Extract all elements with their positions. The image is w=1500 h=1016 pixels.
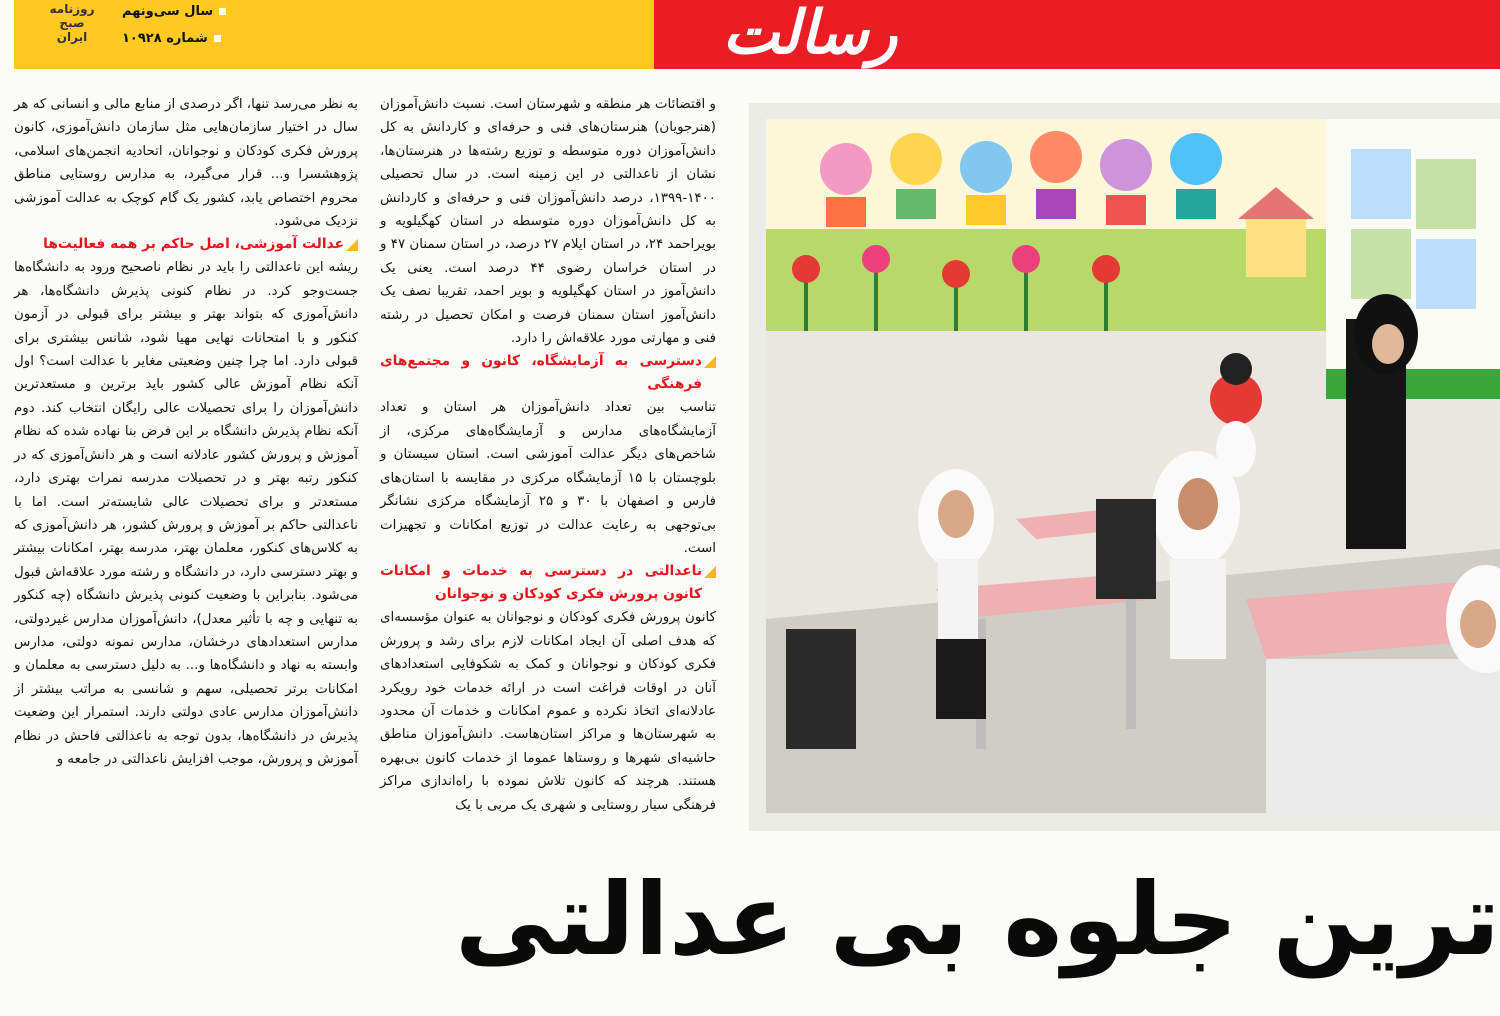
subheading <box>380 560 716 606</box>
bullet-icon <box>219 8 226 15</box>
triangle-marker-icon <box>346 239 358 251</box>
paragraph: به نظر می‌رسد تنها، اگر درصدی از منابع مالی و انسانی که هر سال در اختیار سازمان‌هایی مثل سازمان دانش‌آموزی، کانون پرورش فکری کودکان و نوجوانان، اتحادیه انجمن‌های اسلامی، پژوهشسرا و... قرار می‌گیرد، به مدارس روستایی مناطق محروم اختصاص یابد، کشور یک گام کوچک به عدالت آموزشی نزدیک می‌شود. <box>14 97 358 230</box>
daily-logo-line: ایران <box>56 30 88 44</box>
bullet-icon <box>214 35 221 42</box>
classroom-photo <box>766 119 1500 813</box>
issue-label: شماره ۱۰۹۲۸ <box>122 31 208 46</box>
subheading-text: دسترسی به آزمایشگاه، کانون و مجتمع‌های فرهنگی <box>380 353 702 393</box>
daily-logo <box>38 2 106 44</box>
subheading <box>14 233 358 256</box>
paragraph: ریشه این ناعدالتی را باید در نظام ناصحیح ورود به دانشگاه‌ها جست‌وجو کرد. در نظام کنونی پذیرش دانشگاه‌ها، هر دانش‌آموزی که بتواند بهتر و بیشتر برای قبولی در آزمون کنکور و با امتحانات نهایی مهیا شود، شانس بیشتری برای قبولی دارد. اما چرا چنین وضعیتی مغایر با عدالت است؟ اول آنکه نظام آموزش عالی کشور باید برترین و مستعدترین دانش‌آموزان را برای تحصیلات عالی رایگان انتخاب کند. دوم آنکه نظام پذیرش دانشگاه بر این فرض بنا نهاده شده که نظام آموزش و پرورش کشور عادلانه است و هر دانش‌آموزی که در کنکور رتبه بهتر و در تحصیلات مدرسه نمرات بهتری دارد، مستعدتر و برای تحصیلات عالی شایسته‌تر است. اما با ناعدالتی حاکم بر آموزش و پرورش کشور، هر دانش‌آموزی که به کلاس‌های کنکور، معلمان بهتر، مدرسه بهتر، امکانات بیشتر و بهتر دسترسی دارد، در دانشگاه و رشته مورد علاقه‌اش قبول می‌شود. بنابراین با وضعیت کنونی پذیرش دانشگاه (چه کنکور به تنهایی و چه با تأثیر معدل)، دانش‌آموزان مدارس غیردولتی، مدارس استعدادهای درخشان، مدارس نمونه دولتی، مدارس وابسته به نهاد و دانشگاه‌ها و... به دلیل دسترسی به معلمان و امکانات برتر تحصیلی، سهم و شانسی به مراتب بیشتر از دانش‌آموزان مدارس عادی دولتی دارند. استمرار این وضعیت پذیرش در دانشگاه‌ها، بدون توجه به ناعدالتی فاحش در نظام آموزش و پرورش، موجب افزایش ناعدالتی در جامعه و <box>14 260 358 767</box>
triangle-marker-icon <box>704 566 716 578</box>
issue-label-row <box>122 31 221 46</box>
paragraph: و اقتضائات هر منطقه و شهرستان است. نسبت دانش‌آموزان (هنرجویان) هنرستان‌های فنی و حرفه‌ای و کاردانش به کل دانش‌آموزان دوره متوسطه و توزیع رشته‌ها در هنرستان‌ها، نشان از ناعدالتی در این زمینه است. در سال تحصیلی ۱۴۰۰-۱۳۹۹، درصد دانش‌آموزان فنی و حرفه‌ای و کاردانش به کل دانش‌آموزان دوره متوسطه در استان کهگیلویه و بویراحمد ۲۴، در استان ایلام ۲۷ درصد، در استان سمنان ۴۷ و در استان خراسان رضوی ۴۴ درصد است. یعنی یک دانش‌آموز در استان کهگیلویه و بویر احمد، تقریبا نصف یک دانش‌آموز استان سمنان فرصت و امکان تحصیل در رشته فنی و مهارتی مورد علاقه‌اش را دارد. <box>380 97 716 347</box>
masthead-yellow-band <box>14 0 654 69</box>
triangle-marker-icon <box>704 356 716 368</box>
classroom-illustration <box>766 119 1500 813</box>
subheading-text: ناعدالتی در دسترسی به خدمات و امکانات کانون پرورش فکری کودکان و نوجوانان <box>380 563 702 603</box>
paragraph: تناسب بین تعداد دانش‌آموزان هر استان و تعداد آزمایشگاه‌های مدارس و آزمایشگاه‌های مرکزی، از شاخص‌های دیگر عدالت آموزشی است. استان سیستان و بلوچستان با ۱۵ آزمایشگاه مرکزی در مقایسه با استان‌های فارس و اصفهان با ۳۰ و ۲۵ آزمایشگاه مرکزی نشانگر بی‌توجهی به رعایت عدالت در توزیع امکانات و تجهیزات است. <box>380 400 716 556</box>
year-label: سال سی‌ونهم <box>122 4 214 19</box>
paragraph: کانون پرورش فکری کودکان و نوجوانان به عنوان مؤسسه‌ای که هدف اصلی آن ایجاد امکانات لازم برای رشد و پرورش فکری کودکان و نوجوانان و کمک به شکوفایی استعدادهای آنان در اوقات فراغت است در ارائه خدمات خود رویکرد عادلانه‌ای اتخاذ نکرده و عموم امکانات و خدمات آن محدود به شهرستان‌ها و مراکز استان‌هاست. دانش‌آموزان مناطق حاشیه‌ای شهرها و روستاها عموما از خدمات کانون بی‌بهره هستند. هرچند که کانون تلاش نموده با راه‌اندازی مراکز فرهنگی سیار روستایی و شهری یک مربی با یک <box>380 610 716 813</box>
year-label-row <box>122 4 226 19</box>
article-headline: ترین جلوه بی عدالتی <box>455 861 1500 978</box>
subheading <box>380 350 716 396</box>
article-column-left <box>14 93 358 1016</box>
daily-logo-line: صبح <box>59 16 85 30</box>
daily-logo-line: روزنامه <box>49 2 95 16</box>
newspaper-name-logo: رسالت <box>722 0 898 68</box>
subheading-text: عدالت آموزشی، اصل حاکم بر همه فعالیت‌ها <box>43 236 344 253</box>
